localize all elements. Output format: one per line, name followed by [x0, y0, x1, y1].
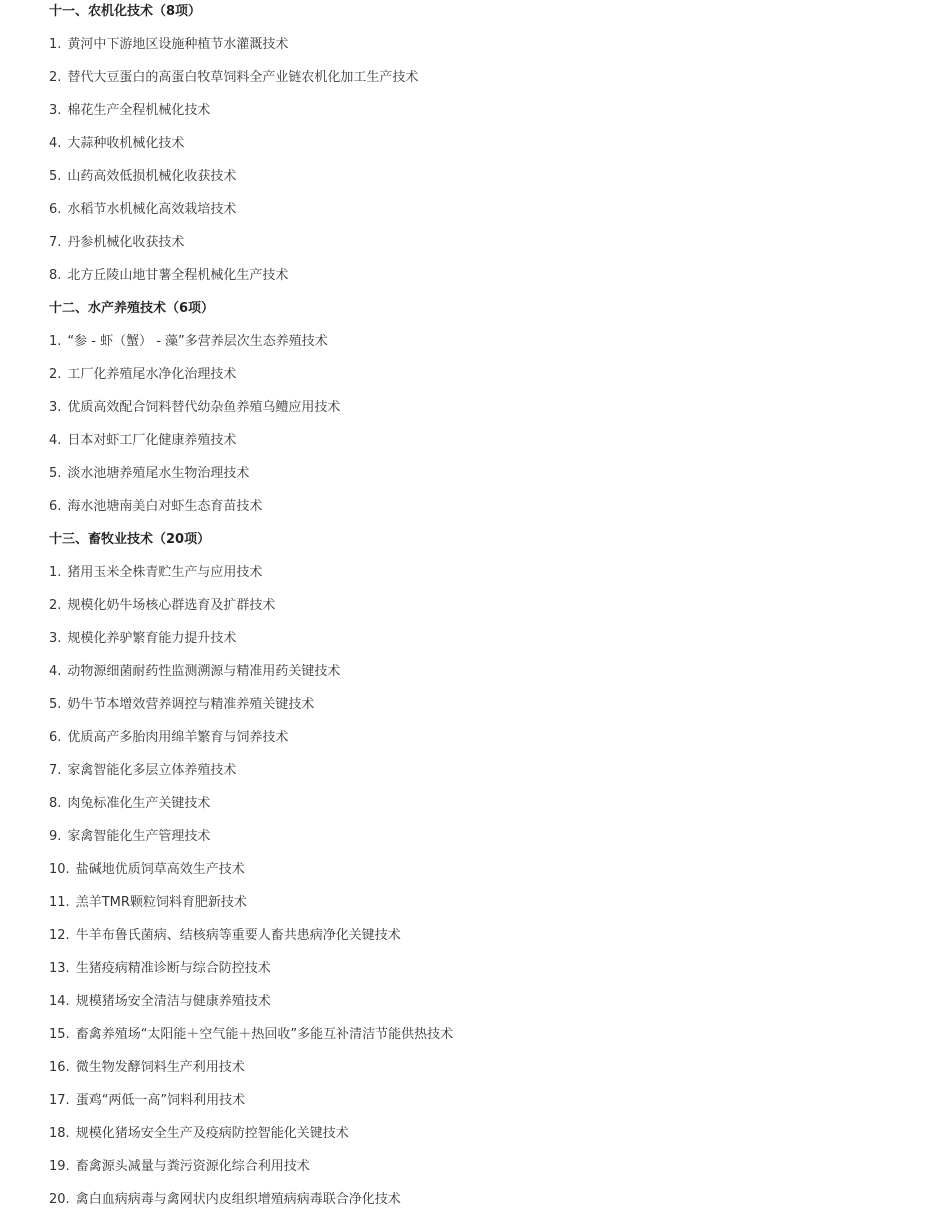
item-number: 7. [49, 763, 62, 778]
item-text: 规模化猪场安全生产及疫病防控智能化关键技术 [75, 1126, 349, 1141]
item-text: 棉花生产全程机械化技术 [67, 103, 211, 118]
list-item [49, 1023, 951, 1056]
list-item [49, 264, 951, 297]
item-text: 日本对虾工厂化健康养殖技术 [67, 433, 237, 448]
item-text: 微生物发酵饲料生产利用技术 [75, 1060, 245, 1075]
item-number: 8. [49, 796, 62, 811]
item-text: 生猪疫病精准诊断与综合防控技术 [75, 961, 271, 976]
list-item [49, 693, 951, 726]
list-item [49, 1056, 951, 1089]
item-number: 7. [49, 235, 62, 250]
list-item [49, 330, 951, 363]
item-text: 禽白血病病毒与禽网状内皮组织增殖病病毒联合净化技术 [75, 1192, 401, 1207]
section-heading: 十二、水产养殖技术（6项） [49, 301, 215, 316]
list-item [49, 363, 951, 396]
list-item [49, 726, 951, 759]
list-item [49, 33, 951, 66]
item-number: 2. [49, 367, 62, 382]
list-item [49, 396, 951, 429]
item-number: 18. [49, 1126, 70, 1141]
item-text: 猪用玉米全株青贮生产与应用技术 [67, 565, 263, 580]
item-text: 蛋鸡“两低一高”饲料利用技术 [75, 1093, 246, 1108]
item-text: 淡水池塘养殖尾水生物治理技术 [67, 466, 250, 481]
item-number: 5. [49, 169, 62, 184]
item-number: 5. [49, 466, 62, 481]
item-text: 优质高效配合饲料替代幼杂鱼养殖乌鳢应用技术 [67, 400, 341, 415]
list-item [49, 891, 951, 924]
section-heading: 十三、畜牧业技术（20项） [49, 532, 211, 547]
item-number: 14. [49, 994, 70, 1009]
list-item [49, 198, 951, 231]
list-item [49, 1188, 951, 1221]
section-heading: 十一、农机化技术（8项） [49, 4, 202, 19]
list-item [49, 594, 951, 627]
item-number: 1. [49, 334, 62, 349]
item-number: 4. [49, 664, 62, 679]
list-item [49, 165, 951, 198]
list-item [49, 792, 951, 825]
list-item [49, 957, 951, 990]
list-item [49, 99, 951, 132]
list-item [49, 1122, 951, 1155]
item-text: 规模化奶牛场核心群选育及扩群技术 [67, 598, 276, 613]
item-text: 丹参机械化收获技术 [67, 235, 185, 250]
item-number: 19. [49, 1159, 70, 1174]
item-text: 羔羊TMR颗粒饲料育肥新技术 [75, 895, 247, 910]
item-text: 工厂化养殖尾水净化治理技术 [67, 367, 237, 382]
item-number: 5. [49, 697, 62, 712]
item-number: 4. [49, 433, 62, 448]
item-text: 家禽智能化多层立体养殖技术 [67, 763, 237, 778]
list-item [49, 759, 951, 792]
item-number: 3. [49, 400, 62, 415]
item-number: 12. [49, 928, 70, 943]
item-text: 优质高产多胎肉用绵羊繁育与饲养技术 [67, 730, 289, 745]
item-text: 畜禽源头减量与粪污资源化综合利用技术 [75, 1159, 310, 1174]
list-item [49, 429, 951, 462]
item-text: 畜禽养殖场“太阳能＋空气能＋热回收”多能互补清洁节能供热技术 [75, 1027, 454, 1042]
item-number: 3. [49, 631, 62, 646]
list-item [49, 858, 951, 891]
item-text: 牛羊布鲁氏菌病、结核病等重要人畜共患病净化关键技术 [75, 928, 401, 943]
item-text: 动物源细菌耐药性监测溯源与精准用药关键技术 [67, 664, 341, 679]
list-item [49, 132, 951, 165]
list-item [49, 627, 951, 660]
item-number: 11. [49, 895, 70, 910]
item-number: 8. [49, 268, 62, 283]
item-text: 家禽智能化生产管理技术 [67, 829, 211, 844]
item-number: 2. [49, 598, 62, 613]
list-item [49, 231, 951, 264]
list-item [49, 1155, 951, 1188]
item-text: 北方丘陵山地甘薯全程机械化生产技术 [67, 268, 289, 283]
item-text: 肉兔标准化生产关键技术 [67, 796, 211, 811]
item-number: 16. [49, 1060, 70, 1075]
item-number: 15. [49, 1027, 70, 1042]
item-text: 盐碱地优质饲草高效生产技术 [75, 862, 245, 877]
item-number: 13. [49, 961, 70, 976]
item-text: 规模猪场安全清洁与健康养殖技术 [75, 994, 271, 1009]
list-item [49, 495, 951, 528]
item-text: 海水池塘南美白对虾生态育苗技术 [67, 499, 263, 514]
item-number: 6. [49, 730, 62, 745]
item-text: 黄河中下游地区设施种植节水灌溉技术 [67, 37, 289, 52]
list-item [49, 66, 951, 99]
item-number: 6. [49, 499, 62, 514]
list-item [49, 462, 951, 495]
list-item [49, 561, 951, 594]
list-item [49, 660, 951, 693]
item-text: 水稻节水机械化高效栽培技术 [67, 202, 237, 217]
item-number: 17. [49, 1093, 70, 1108]
item-number: 6. [49, 202, 62, 217]
item-number: 10. [49, 862, 70, 877]
item-text: 规模化养驴繁育能力提升技术 [67, 631, 237, 646]
item-text: 大蒜种收机械化技术 [67, 136, 185, 151]
list-item [49, 825, 951, 858]
item-text: 替代大豆蛋白的高蛋白牧草饲料全产业链农机化加工生产技术 [67, 70, 419, 85]
item-number: 3. [49, 103, 62, 118]
item-number: 9. [49, 829, 62, 844]
item-number: 20. [49, 1192, 70, 1207]
item-number: 2. [49, 70, 62, 85]
item-number: 1. [49, 37, 62, 52]
list-item [49, 1089, 951, 1122]
item-text: 山药高效低损机械化收获技术 [67, 169, 237, 184]
list-item [49, 924, 951, 957]
item-text: “参 - 虾（蟹） - 藻”多营养层次生态养殖技术 [67, 334, 328, 349]
item-text: 奶牛节本增效营养调控与精准养殖关键技术 [67, 697, 315, 712]
item-number: 4. [49, 136, 62, 151]
list-item [49, 990, 951, 1023]
item-number: 1. [49, 565, 62, 580]
